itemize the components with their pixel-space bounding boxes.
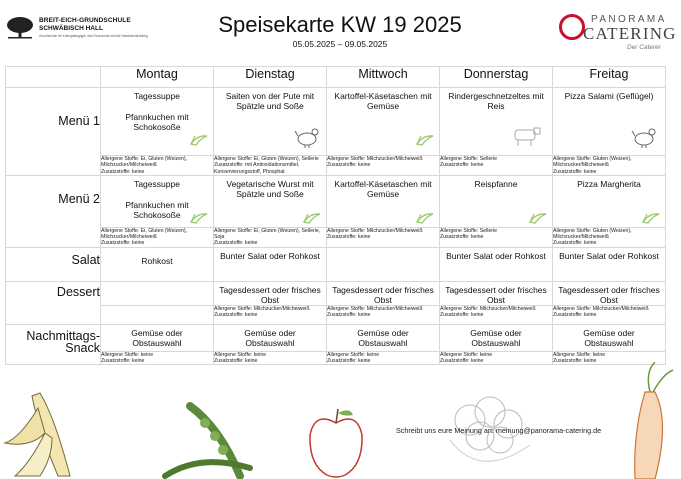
allergen-info (214, 227, 327, 247)
dish-name: Gemüse oder Obstauswahl (357, 327, 409, 348)
menu-cell (553, 88, 666, 156)
row-label-dessert: Dessert (6, 281, 101, 324)
day-header: Dienstag (214, 67, 327, 88)
menu-cell (101, 281, 214, 305)
apple-icon (305, 405, 367, 479)
row-label-snack (6, 324, 101, 365)
dish-name: Kartoffel-Käsetaschen mit Gemüse (334, 91, 432, 111)
menu-cell (327, 247, 440, 281)
additives: Zusatzstoffe: keine (214, 358, 258, 365)
allergens: Allergene Stoffe: Ei, Gluten (Weizen), Milchzucker/Milcheiweiß (101, 227, 188, 241)
menu-cell (553, 175, 666, 227)
chicken-icon (631, 126, 659, 148)
dish-name: Gemüse oder Obstauswahl (131, 327, 183, 348)
veggie-leaf-icon (189, 212, 209, 224)
menu-cell (327, 281, 440, 305)
allergen-info (214, 305, 327, 324)
dish-name: Tagesdessert oder frisches Obst (445, 284, 547, 305)
additives: Zusatzstoffe: keine (327, 312, 371, 319)
allergens: Allergene Stoffe: Milchzucker/Milcheiweiß (327, 227, 423, 234)
allergen-info (327, 156, 440, 176)
veggie-leaf-icon (641, 212, 661, 224)
dish-name: Gemüse oder Obstauswahl (583, 327, 635, 348)
menu-cell (214, 175, 327, 227)
caterer-logo (557, 12, 679, 52)
cow-icon (510, 125, 542, 147)
dish-name: Bunter Salat oder Rohkost (559, 250, 659, 261)
school-city: SCHWÄBISCH HALL (39, 25, 103, 32)
school-name: BREIT-EICH-GRUNDSCHULE (39, 17, 131, 24)
allergens: Allergene Stoffe: Ei, Gluten (Weizen), Sellerie, Soja (214, 227, 321, 241)
veggie-leaf-icon (415, 134, 435, 146)
menu-cell (214, 247, 327, 281)
additives: Zusatzstoffe: keine (553, 358, 597, 365)
menu-cell (440, 175, 553, 227)
day-header-row (6, 67, 666, 88)
menu-cell (101, 324, 214, 351)
peas-icon (160, 398, 290, 479)
day-header: Donnerstag (440, 67, 553, 88)
allergens: Allergene Stoffe: Ei, Gluten (Weizen), Milchzucker/Milcheiweiß (101, 156, 188, 169)
menu-cell (440, 88, 553, 156)
allergens: Allergene Stoffe: Sellerie (440, 227, 498, 234)
day-header: Mittwoch (327, 67, 440, 88)
dish-name: Bunter Salat oder Rohkost (220, 250, 320, 261)
additives: Zusatzstoffe: keine (553, 312, 597, 319)
dish-name: Tagesdessert oder frisches Obst (558, 284, 660, 305)
allergens: Allergene Stoffe: Gluten (Weizen), Milchzucker/Milcheiweiß (553, 227, 632, 241)
veggie-leaf-icon (528, 212, 548, 224)
row-label-salad: Salat (6, 247, 101, 281)
school-logo (5, 14, 175, 50)
dish-name: Pizza Salami (Geflügel) (564, 91, 654, 101)
allergen-info (214, 156, 327, 176)
menu-cell (214, 281, 327, 305)
dish-name: Gemüse oder Obstauswahl (470, 327, 522, 348)
dish-name: Vegetarische Wurst mit Spätzle und Soße (226, 178, 314, 199)
school-subtitle: Grundschule für Kulturpädagogik, das Feuerschaf und die Handwerksbildung (39, 34, 148, 38)
allergens: Allergene Stoffe: Milchzucker/Milcheiweiß (214, 305, 310, 312)
allergens: Allergene Stoffe: Milchzucker/Milcheiweiß (440, 305, 536, 312)
dish-name (101, 282, 213, 285)
menu-cell (327, 88, 440, 156)
dish-name: Rohkost (141, 255, 173, 266)
allergen-info (327, 351, 440, 365)
allergen-info (327, 227, 440, 247)
allergen-info (327, 305, 440, 324)
additives: Zusatzstoffe: keine (327, 234, 371, 241)
day-header: Freitag (553, 67, 666, 88)
menu-cell (440, 247, 553, 281)
dessert-meta-row (6, 305, 666, 324)
allergens: Allergene Stoffe: keine (440, 351, 493, 358)
dish-name: Bunter Salat oder Rohkost (446, 250, 546, 261)
menu-cell (553, 247, 666, 281)
additives: Zusatzstoffe: mit Antioxidationsmittel, Konservierungsstoff, Phosphat (214, 162, 300, 175)
carrot-icon (615, 362, 681, 479)
menu-cell (214, 324, 327, 351)
additives: Zusatzstoffe: keine (214, 312, 258, 319)
dish-sub: Pfannkuchen mit Schokosoße (125, 199, 189, 220)
feedback-note: Schreibt uns eure Meinung an: meinung@panorama-catering.de (396, 426, 602, 435)
menu2-dish-row (6, 175, 666, 227)
allergen-info (440, 156, 553, 176)
cloche-icon (559, 14, 585, 40)
additives: Zusatzstoffe: keine (440, 358, 484, 365)
chicken-icon (294, 126, 322, 148)
dish-name: Rindergeschnetzeltes mit Reis (448, 91, 544, 111)
brand-top: PANORAMA (591, 14, 667, 25)
brand-main: CATERING (583, 24, 677, 43)
corner-cell (6, 67, 101, 88)
allergen-info (553, 156, 666, 176)
allergen-info (440, 227, 553, 247)
menu2-meta-row (6, 227, 666, 247)
page-title: Speisekarte KW 19 2025 (218, 12, 462, 37)
allergens: Allergene Stoffe: Milchzucker/Milcheiweiß (553, 305, 649, 312)
allergens: Allergene Stoffe: Gluten (Weizen), Milchzucker/Milcheiweiß (553, 156, 632, 169)
dish-name: Tagesdessert oder frisches Obst (332, 284, 434, 305)
allergens: Allergene Stoffe: keine (553, 351, 606, 358)
additives: Zusatzstoffe: keine (440, 312, 484, 319)
veggie-leaf-icon (302, 212, 322, 224)
row-label-menu1: Menü 1 (6, 88, 101, 176)
date-range: 05.05.2025 – 09.05.2025 (292, 39, 388, 49)
allergen-info (440, 305, 553, 324)
brand-tagline: Der Caterer (627, 44, 661, 51)
allergen-info (101, 305, 214, 324)
dish-name: Tagesdessert oder frisches Obst (219, 284, 321, 305)
allergens: Allergene Stoffe: keine (327, 351, 380, 358)
allergens: Allergene Stoffe: keine (101, 351, 154, 358)
dessert-dish-row (6, 281, 666, 305)
banana-icon (0, 388, 95, 479)
salad-row (6, 247, 666, 281)
menu1-dish-row (6, 88, 666, 156)
menu1-meta-row (6, 156, 666, 176)
allergens: Allergene Stoffe: Ei, Gluten (Weizen), Sellerie (214, 156, 319, 162)
allergen-info (553, 305, 666, 324)
additives: Zusatzstoffe: keine (553, 240, 597, 247)
additives: Zusatzstoffe: keine (440, 234, 484, 241)
allergens: Allergene Stoffe: Milchzucker/Milcheiweiß (327, 156, 423, 162)
dish-name: Tagessuppe (134, 178, 180, 189)
allergens: Allergene Stoffe: keine (214, 351, 267, 358)
snack-label-line1: Nachmittags- (26, 328, 100, 343)
menu-cell (214, 88, 327, 156)
dish-name: Pizza Margherita (577, 178, 641, 189)
tree-icon (5, 16, 35, 40)
allergens: Allergene Stoffe: Milchzucker/Milcheiweiß (327, 305, 423, 312)
snack-dish-row (6, 324, 666, 351)
additives: Zusatzstoffe: keine (327, 162, 371, 169)
menu-cell (327, 175, 440, 227)
menu-cell (101, 247, 214, 281)
menu-cell (101, 88, 214, 156)
additives: Zusatzstoffe: keine (101, 240, 145, 247)
additives: Zusatzstoffe: keine (101, 358, 145, 365)
menu-table (5, 66, 666, 365)
dish-sub: Pfannkuchen mit Schokosoße (125, 112, 189, 132)
menu-cell (440, 324, 553, 351)
allergen-info (553, 227, 666, 247)
allergen-info (440, 351, 553, 365)
dish-name: Reispfanne (474, 178, 518, 189)
veggie-leaf-icon (415, 212, 435, 224)
row-label-menu2: Menü 2 (6, 175, 101, 247)
veggie-leaf-icon (189, 134, 209, 146)
snack-meta-row (6, 351, 666, 365)
dish-name: Saiten von der Pute mit Spätzle und Soße (225, 91, 315, 111)
dish-name: Gemüse oder Obstauswahl (244, 327, 296, 348)
dish-name: Kartoffel-Käsetaschen mit Gemüse (334, 178, 432, 199)
snack-label-line2: Snack (65, 340, 100, 355)
additives: Zusatzstoffe: keine (440, 162, 484, 169)
dish-name (327, 248, 439, 251)
menu-cell (101, 175, 214, 227)
menu-cell (327, 324, 440, 351)
dish-name: Tagessuppe (134, 91, 180, 101)
allergen-info (101, 227, 214, 247)
day-header: Montag (101, 67, 214, 88)
menu-cell (553, 281, 666, 305)
additives: Zusatzstoffe: keine (214, 240, 258, 247)
menu-cell (553, 324, 666, 351)
additives: Zusatzstoffe: keine (327, 358, 371, 365)
menu-cell (440, 281, 553, 305)
allergens: Allergene Stoffe: Sellerie (440, 156, 498, 162)
allergen-info (214, 351, 327, 365)
additives: Zusatzstoffe: keine (553, 168, 597, 175)
additives: Zusatzstoffe: keine (101, 168, 145, 175)
allergen-info (101, 351, 214, 365)
allergen-info (101, 156, 214, 176)
